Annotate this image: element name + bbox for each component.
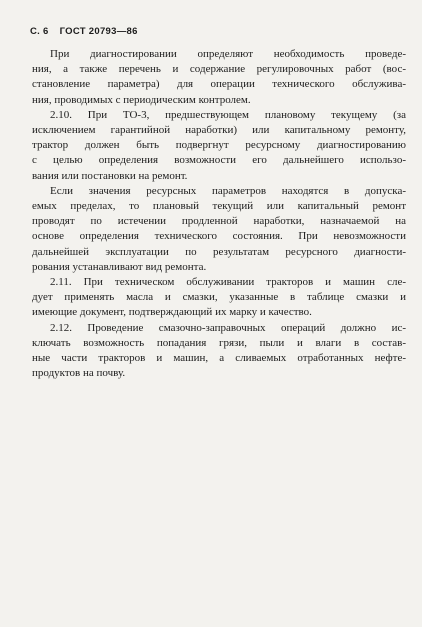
text-line: Если значения ресурсных параметров находятся в допуска- — [50, 184, 406, 197]
text-line: ния, проводимых с периодическим контролем. — [32, 93, 251, 106]
paragraph-2-10 — [32, 108, 406, 184]
text-line: ния, а также перечень и содержание регулировочных работ (вос- — [32, 63, 406, 76]
text-line: рования устанавливают вид ремонта. — [32, 260, 207, 273]
text-line: основе определения технического состояния. При невозможности — [32, 230, 406, 243]
text-line: 2.11. При техническом обслуживании тракторов и машин сле- — [50, 276, 406, 289]
paragraph-2-12 — [32, 321, 406, 382]
text-line: При диагностировании определяют необходимость проведе- — [50, 48, 406, 60]
text-line: исключением гарантийной наработки) или капитальному ремонту, — [32, 124, 406, 137]
text-line: проводят по истечении продленной наработки, назначаемой на — [32, 215, 406, 228]
text-line: 2.12. Проведение смазочно-заправочных операций должно ис- — [50, 321, 406, 334]
page-number: С. 6 — [30, 26, 49, 37]
text-line: ключать возможность попадания грязи, пыли и влаги в состав- — [32, 336, 406, 349]
text-line: с целью определения возможности его дальнейшего использо- — [32, 154, 406, 167]
text-line: дует применять масла и смазки, указанные в таблице смазки и — [32, 291, 406, 304]
text-line: емых пределах, то плановый текущий или капитальный ремонт — [32, 200, 406, 213]
text-line: продуктов на почву. — [32, 367, 126, 380]
standard-designation: ГОСТ 20793—86 — [59, 26, 138, 37]
text-line: становление параметра) для операции технического обслужива- — [32, 78, 406, 91]
paragraph-resource-parameters — [32, 184, 406, 275]
text-line: дальнейшей эксплуатации по результатам ресурсного диагности- — [32, 245, 406, 258]
text-line: вания или постановки на ремонт. — [32, 169, 188, 182]
paragraph-diagnostics — [32, 47, 406, 108]
text-line: трактор должен быть подвергнут ресурсному диагностированию — [32, 139, 406, 152]
document-body — [32, 47, 406, 381]
text-line: ные части тракторов и машин, а сливаемых отработанных нефте- — [32, 352, 406, 365]
paragraph-2-11 — [32, 275, 406, 321]
text-line: 2.10. При ТО-3, предшествующем плановому текущему (за — [50, 108, 406, 121]
page-header — [30, 26, 138, 37]
text-line: имеющие документ, подтверждающий их марку и качество. — [32, 306, 312, 319]
